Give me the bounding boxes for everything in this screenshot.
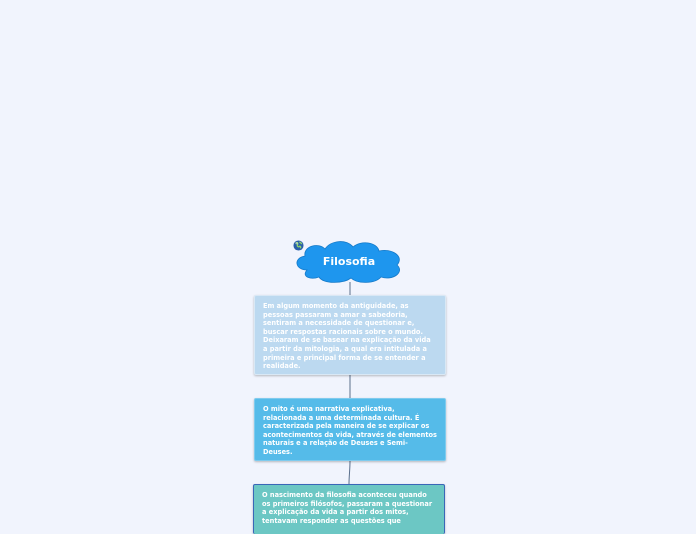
root-topic-label-row <box>293 240 405 282</box>
connector-node-2-to-node-3 <box>349 461 350 484</box>
globe-icon <box>293 240 304 251</box>
root-topic-title: Filosofia <box>322 254 376 268</box>
topic-card-mito[interactable] <box>254 398 446 461</box>
topic-card-text: O nascimento da filosofia aconteceu quando os primeiros filósofos, passaram a questionar a explicação da vida a partir dos mitos, tentavam responder as questões que <box>262 491 433 525</box>
topic-card-antiguidade[interactable] <box>254 295 446 375</box>
topic-card-text: Em algum momento da antiguidade, as pessoas passaram a amar a sabedoria, sentiram a necessidade de questionar e, buscar respostas racionais sobre o mundo. Deixaram de se basear na explicação da vida a partir da mitologia, a qual era intitulada a primeira e principal forma de se entender a realidade. <box>263 302 431 371</box>
topic-card-text: O mito é uma narrativa explicativa, relacionada a uma determinada cultura. É caracterizada pela maneira de se explicar os acontecimentos da vida, através de elementos naturais e a relação de Deuses e Semi-Deuses. <box>263 405 437 456</box>
root-topic-filosofia[interactable] <box>293 240 405 282</box>
topic-card-nascimento-filosofia[interactable] <box>253 484 445 534</box>
